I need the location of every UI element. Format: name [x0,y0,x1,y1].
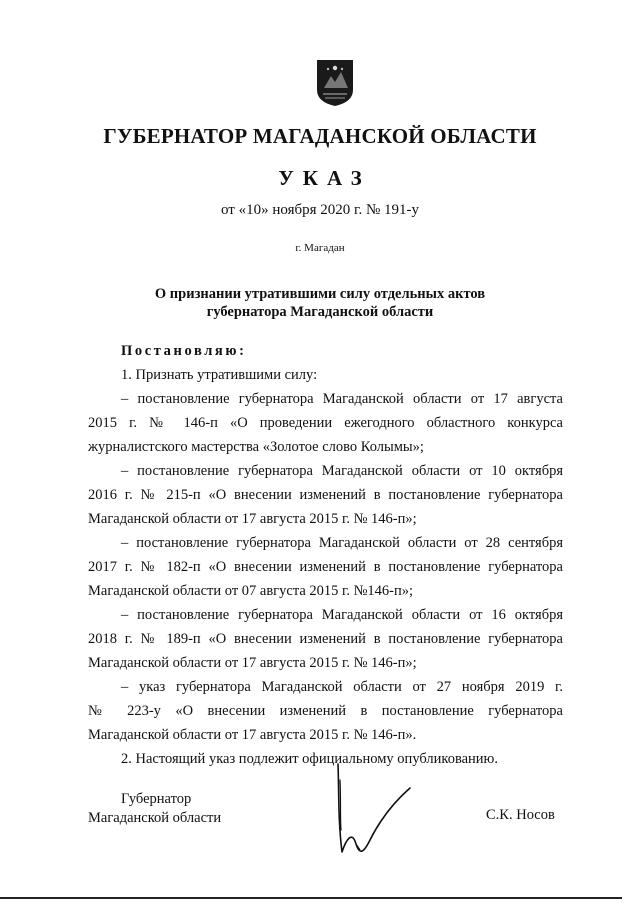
page-bottom-rule [0,897,622,899]
signatory-position-line: Губернатор [121,791,192,807]
body-line: 1. Признать утратившими силу: [121,367,318,383]
body-line: № 223-у «О внесении изменений в постановление губернатора [88,703,563,719]
body-line: журналистского мастерства «Золотое слово Колымы»; [88,439,424,455]
decree-subject-line: губернатора Магаданской области [206,304,434,320]
decree-city: г. Магадан [295,242,345,254]
coat-of-arms-emblem-icon [315,58,355,108]
document-type-title: УКАЗ [278,166,371,190]
body-line: 2016 г. № 215-п «О внесении изменений в постановление губернатора [88,487,563,503]
organization-title: ГУБЕРНАТОР МАГАДАНСКОЙ ОБЛАСТИ [103,124,537,148]
signatory-name: С.К. Носов [486,807,555,823]
body-line: – постановление губернатора Магаданской области от 17 августа [121,391,563,407]
body-line: 2015 г. № 146-п «О проведении ежегодного областного конкурса [88,415,563,431]
body-line: 2018 г. № 189-п «О внесении изменений в постановление губернатора [88,631,563,647]
signatory-position-line: Магаданской области [88,810,222,826]
decree-colon: : [239,343,244,359]
body-line: Магаданской области от 17 августа 2015 г. № 146-п»; [88,655,417,671]
body-line: – постановление губернатора Магаданской области от 16 октября [121,607,563,623]
handwritten-signature [330,760,420,865]
body-line: – указ губернатора Магаданской области от 27 ноября 2019 г. [121,679,563,695]
signatory-position [88,790,221,828]
body-line: – постановление губернатора Магаданской области от 10 октября [121,463,563,479]
decree-subject [100,285,540,321]
decree-clause-heading [121,343,563,360]
body-line: – постановление губернатора Магаданской области от 28 сентября [121,535,563,551]
decree-subject-line: О признании утратившими силу отдельных актов [154,286,486,302]
body-line: Магаданской области от 17 августа 2015 г. № 146-п»; [88,511,417,527]
body-line: Магаданской области от 17 августа 2015 г. № 146-п». [88,727,417,743]
body-line: 2. Настоящий указ подлежит официальному опубликованию. [121,751,499,767]
body-line: Магаданской области от 07 августа 2015 г. №146-п»; [88,583,414,599]
decree-date-number: от «10» ноября 2020 г. № 191-у [220,202,420,218]
body-line: 2017 г. № 182-п «О внесении изменений в постановление губернатора [88,559,563,575]
decree-word: Постановляю [121,343,240,359]
